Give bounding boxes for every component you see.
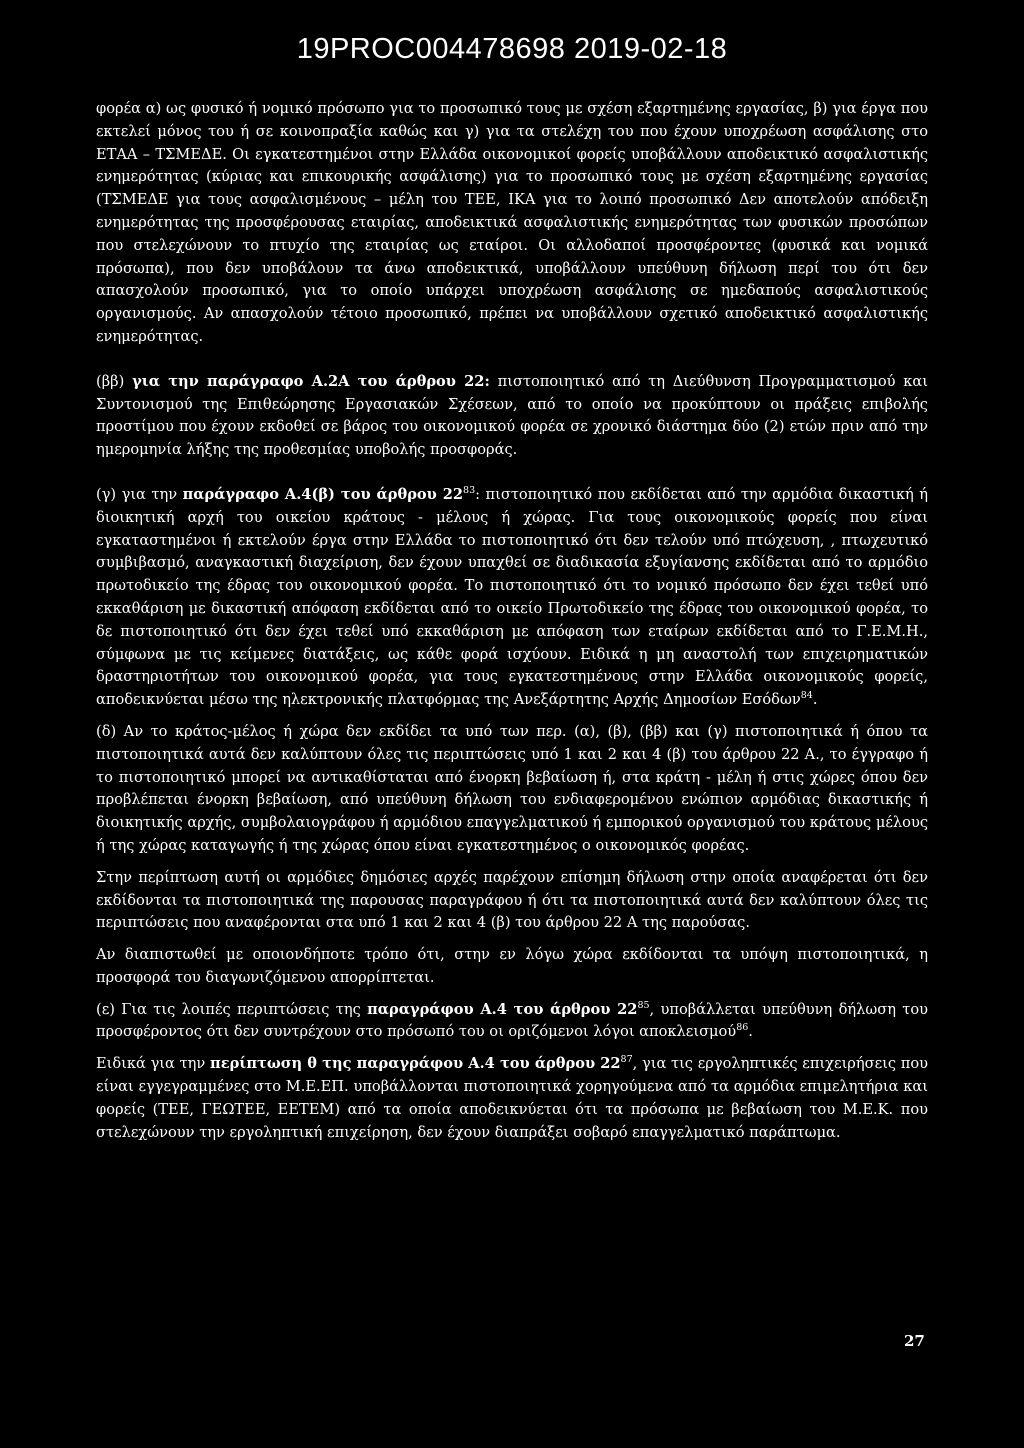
paragraph-c-bankruptcy: (γ) για την παράγραφο Α.4(β) του άρθρου $22^{83}$: πιστοποιητικό που εκδίδεται από την αρμόδια δικαστική ή διοικητική αρχή του οικείου κράτους - μέλους ή χώρας. Για τους οικονομικούς φορείς που είναι εγκαταστημένοι ή εκτελούν έργα στην Ελλάδα το πιστοποιητικό ότι δεν τελούν υπό πτώχευση, , πτωχευτικό συμβιβασμό, αναγκαστική διαχείριση, δεν έχουν υπαχθεί σε διαδικασία εξυγίανσης εκδίδεται από το αρμόδιο πρωτοδικείο της έδρας του οικονομικού φορέα. Το πιστοποιητικό ότι το νομικό πρόσωπο δεν έχει τεθεί υπό εκκαθάριση με δικαστική απόφαση εκδίδεται από το οικείο Πρωτοδικείο της έδρας του οικονομικού φορέα, το δε πιστοποιητικό ότι δεν έχει τεθεί υπό εκκαθάριση με απόφαση των εταίρων εκδίδεται από το Γ.Ε.Μ.Η., σύμφωνα με τις κείμενες διατάξεις, ως κάθε φορά ισχύουν. Ειδικά η μη αναστολή των επιχειρηματικών δραστηριοτήτων του οικονομικού φορέα, για τους εγκατεστημένους στην Ελλάδα οικονομικούς φορείς, αποδεικνύεται μέσω της ηλεκτρονικής πλατφόρμας της Ανεξάρτητης Αρχής Δημοσίων Εσόδων$^{84}$.: [96, 484, 929, 709]
paragraph-e-other-cases: (ε) Για τις λοιπές περιπτώσεις της παραγράφου Α.4 του άρθρου $22^{85}$, υποβάλλεται υπεύθυνη δήλωση του προσφέροντος ότι δεν συντρέχουν στο πρόσωπό του οι οριζόμενοι λόγοι αποκλεισμού$^{86}$.: [96, 999, 929, 1041]
footnote-marker[interactable]: 84: [800, 690, 813, 702]
paragraph-reference: παραγράφου Α.4 του άρθρου 22: [367, 1000, 638, 1018]
paragraph-bb-labour-fines: (ββ) για την παράγραφο Α.2Α του άρθρου 22: πιστοποιητικό από τη Διεύθυνση Προγραμματισμού και Συντονισμού της Επιθεώρησης Εργασιακών Σχέσεων, από το οποίο να προκύπτουν οι πράξεις επιβολής προστίμου που έχουν εκδοθεί σε βάρος του οικονομικού φορέα σε χρονικό διάστημα δύο (2) ετών πριν από την ημερομηνία λήξης της προθεσμίας υποβολής προσφοράς.: [96, 372, 928, 459]
document-id-header: 19PROC004478698 2019-02-18: [296, 33, 728, 65]
page-number: 27: [904, 1332, 925, 1350]
paragraph-social-security: φορέα α) ως φυσικό ή νομικό πρόσωπο για το προσωπικό τους με σχέση εξαρτημένης εργασίας, β) για έργα που εκτελεί μόνος του ή σε κοινοπραξία καθώς και γ) για τα στελέχη του που έχουν υποχρέωση ασφάλισης στο ΕΤΑΑ – ΤΣΜΕΔΕ. Οι εγκατεστημένοι στην Ελλάδα οικονομικοί φορείς υποβάλλουν αποδεικτικό ασφαλιστικής ενημερότητας (κύριας και επικουρικής ασφάλισης) για το προσωπικό τους με σχέση εξαρτημένης εργασίας (ΤΣΜΕΔΕ για τους ασφαλισμένους – μέλη του ΤΕΕ, ΙΚΑ για το λοιπό προσωπικό Δεν αποτελούν απόδειξη ενημερότητας της προσφέρουσας εταιρίας, αποδεικτικά ασφαλιστικής ενημερότητας των φυσικών προσώπων που στελεχώνουν το πτυχίο της εταιρίας ως εταίροι. Οι αλλοδαποί προσφέροντες (φυσικά και νομικά πρόσωπα), που δεν υποβάλουν τα άνω αποδεικτικά, υποβάλλουν υπεύθυνη δήλωση περί του ότι δεν απασχολούν προσωπικό, για το οποίο υπάρχει υποχρέωση ασφάλισης σε ημεδαπούς ασφαλιστικούς οργανισμούς. Αν απασχολούν τέτοιο προσωπικό, πρέπει να υποβάλλουν σχετικό αποδεικτικό ασφαλιστικής ενημερότητας.: [96, 100, 928, 345]
footnote-marker[interactable]: 83: [463, 484, 476, 496]
footnote-marker[interactable]: 86: [736, 1022, 749, 1034]
footnote-marker[interactable]: 87: [620, 1054, 633, 1066]
document-body: [96, 98, 928, 1144]
paragraph-reference: για την παράγραφο Α.2Α του άρθρου 22:: [132, 372, 490, 390]
paragraph-d-sworn-statement: (δ) Αν το κράτος-μέλος ή χώρα δεν εκδίδει τα υπό των περ. (α), (β), (ββ) και (γ) πιστοποιητικά ή όπου τα πιστοποιητικά αυτά δεν καλύπτουν όλες τις περιπτώσεις υπό 1 και 2 και 4 (β) του άρθρου 22 Α., το έγγραφο ή το πιστοποιητικό μπορεί να αντικαθίσταται από ένορκη βεβαίωση ή, στα κράτη - μέλη ή στις χώρες όπου δεν προβλέπεται ένορκη βεβαίωση, από υπεύθυνη δήλωση του ενδιαφερομένου ενώπιον αρμόδιας δικαστικής ή διοικητικής αρχής, συμβολαιογράφου ή αρμόδιου επαγγελματικού ή εμπορικού οργανισμού του κράτους μέλους ή της χώρας καταγωγής ή της χώρας όπου είναι εγκατεστημένος ο οικονομικός φορέας.: [96, 722, 928, 854]
paragraph-reference: περίπτωση θ της παραγράφου Α.4 του άρθρου 22: [210, 1055, 621, 1073]
paragraph-official-declaration: Στην περίπτωση αυτή οι αρμόδιες δημόσιες αρχές παρέχουν επίσημη δήλωση στην οποία αναφέρεται ότι δεν εκδίδονται τα πιστοποιητικά της παρουσας παραγράφου ή ότι τα πιστοποιητικά αυτά δεν καλύπτουν όλες τις περιπτώσεις που αναφέρονται στα υπό 1 και 2 και 4 (β) του άρθρου 22 Α της παρούσας.: [96, 868, 928, 932]
paragraph-professional-misconduct: Ειδικά για την περίπτωση θ της παραγράφου Α.4 του άρθρου $22^{87}$, για τις εργοληπτικές επιχειρήσεις που είναι εγγεγραμμένες στο Μ.Ε.ΕΠ. υποβάλλονται πιστοποιητικά χορηγούμενα από τα αρμόδια επιμελητήρια και φορείς (ΤΕΕ, ΓΕΩΤΕΕ, ΕΕΤΕΜ) από τα οποία αποδεικνύεται ότι τα πρόσωπα με βεβαίωση του Μ.Ε.Κ. που στελεχώνουν την εργοληπτική επιχείρηση, δεν έχουν διαπράξει σοβαρό επαγγελματικό παράπτωμα.: [96, 1054, 929, 1141]
paragraph-reference: παράγραφο Α.4(β) του άρθρου 22: [182, 485, 464, 503]
paragraph-rejection: Αν διαπιστωθεί με οποιονδήποτε τρόπο ότι, στην εν λόγω χώρα εκδίδονται τα υπόψη πιστοποιητικά, η προσφορά του διαγωνιζόμενου απορρίπτεται.: [96, 946, 928, 986]
footnote-marker[interactable]: 85: [637, 999, 650, 1011]
